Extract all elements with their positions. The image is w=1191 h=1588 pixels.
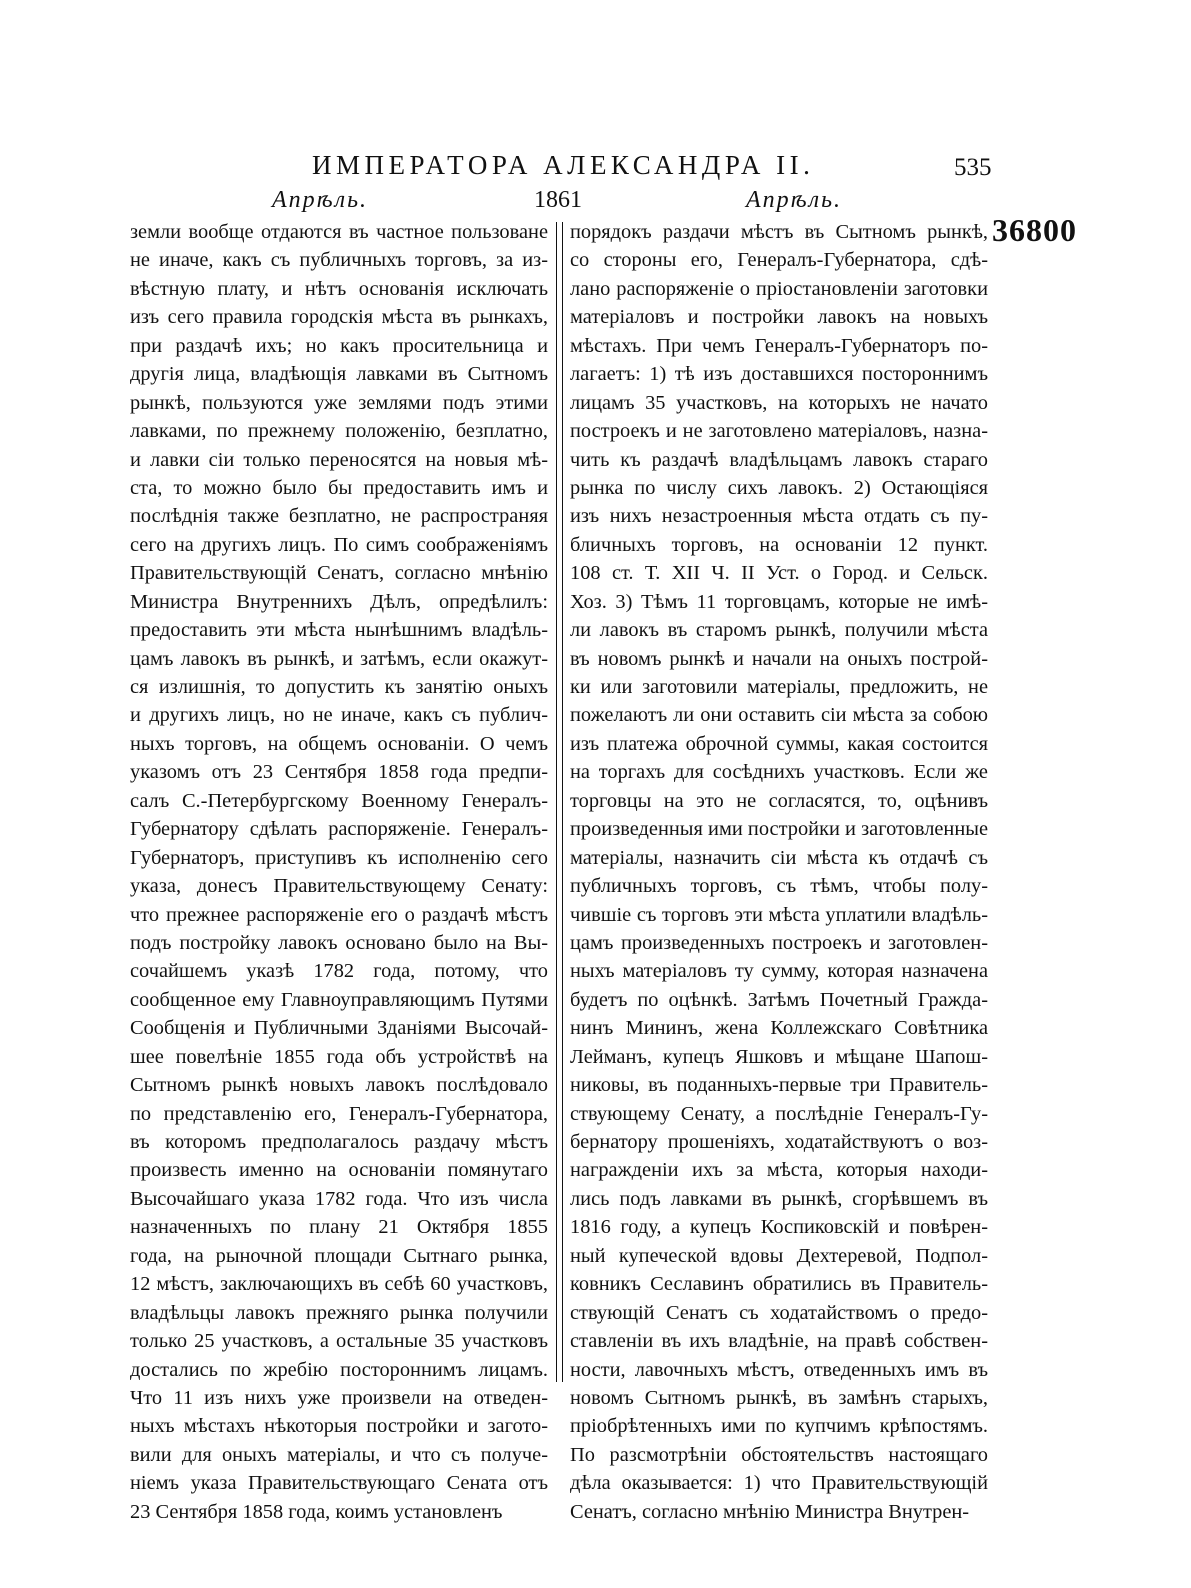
text-line: лагаетъ: 1) тѣ изъ доставшихся постороннимъ <box>570 363 988 386</box>
text-line: построекъ и не заготовлено матеріаловъ, назна- <box>570 420 988 443</box>
text-line: нинъ Мининъ, жена Коллежскаго Совѣтника <box>570 1017 988 1040</box>
text-line: ста, то можно было бы предоставить имъ и <box>130 476 548 499</box>
text-line: сего на другихъ лицъ. По симъ соображеніямъ <box>130 533 548 556</box>
text-line: на торгахъ для сосѣднихъ участковъ. Если же <box>570 761 988 784</box>
text-line: и другихъ лицъ, но не иначе, какъ съ публич- <box>130 704 548 727</box>
text-line: и лавки сіи только переносятся на новыя мѣ- <box>130 448 548 471</box>
text-line: произвесть именно на основаніи помянутаго <box>130 1159 548 1182</box>
text-line: новомъ Сытномъ рынкѣ, въ замѣнъ старыхъ, <box>570 1386 988 1409</box>
text-line: Хоз. 3) Тѣмъ 11 торговцамъ, которые не имѣ- <box>570 590 988 613</box>
text-line: ствующему Сенату, а послѣдніе Генералъ-Гу- <box>570 1102 988 1125</box>
text-line: только 25 участковъ, а остальные 35 участковъ <box>130 1330 548 1353</box>
text-line: ствующій Сенатъ съ ходатайствомъ о предо- <box>570 1301 988 1324</box>
column-divider <box>556 222 563 1382</box>
text-line: въ новомъ рынкѣ и начали на оныхъ построй- <box>570 647 988 670</box>
text-line: что прежнее распоряженіе его о раздачѣ мѣстъ <box>130 903 548 926</box>
text-line: указомъ отъ 23 Сентября 1858 года предпи- <box>130 761 548 784</box>
text-line: при раздачѣ ихъ; но какъ просительница и <box>130 334 548 357</box>
text-line: цамъ лавокъ въ рынкѣ, и затѣмъ, если окажут- <box>130 647 548 670</box>
document-number: 36800 <box>992 212 1077 248</box>
text-line: рынка по числу сихъ лавокъ. 2) Остающіяся <box>570 476 988 499</box>
text-line: ся излишнія, то допустить къ занятію оныхъ <box>130 676 548 698</box>
month-left: Апрѣль. <box>272 187 369 213</box>
text-line: ніемъ указа Правительствующаго Сената отъ <box>130 1472 548 1495</box>
text-line: пожелаютъ ли они оставить сіи мѣста за собою <box>570 704 988 727</box>
text-line: года, на рыночной площади Сытнаго рынка, <box>130 1244 548 1267</box>
text-line: шее повелѣніе 1855 года объ устройствѣ на <box>130 1045 548 1068</box>
left-column <box>130 218 548 1526</box>
text-line: матеріаловъ и постройки лавокъ на новыхъ <box>570 306 988 329</box>
text-line: 12 мѣстъ, заключающихъ въ себѣ 60 участковъ, <box>130 1273 548 1296</box>
text-line: Что 11 изъ нихъ уже произвели на отведен- <box>130 1386 548 1409</box>
month-right: Апрѣль. <box>746 187 843 213</box>
text-line: послѣднія также безплатно, не распространяя <box>130 505 548 528</box>
text-line: Губернаторъ, приступивъ къ исполненію сего <box>130 846 548 869</box>
text-line: порядокъ раздачи мѣстъ въ Сытномъ рынкѣ, <box>570 221 988 243</box>
text-line: ныхъ мѣстахъ нѣкоторыя постройки и загото- <box>130 1415 548 1438</box>
text-line: ный купеческой вдовы Дехтеревой, Подпол- <box>570 1244 988 1267</box>
running-title: ИМПЕРАТОРА АЛЕКСАНДРА II. <box>312 150 815 180</box>
text-line: ныхъ матеріаловъ ту сумму, которая назначена <box>570 960 988 983</box>
text-line: лись подъ лавками въ рынкѣ, сгорѣвшемъ въ <box>570 1187 988 1210</box>
text-line: достались по жребію постороннимъ лицамъ. <box>130 1358 548 1381</box>
text-line: никовы, въ поданныхъ-первые три Правитель- <box>570 1074 988 1097</box>
text-line: Губернатору сдѣлать распоряженіе. Генералъ- <box>130 818 548 841</box>
text-line: 1816 году, а купецъ Коспиковскій и повѣрен- <box>570 1216 988 1239</box>
right-column <box>570 218 988 1526</box>
text-line: ки или заготовили матеріалы, предложить, не <box>570 676 988 698</box>
text-line: ности, лавочныхъ мѣстъ, отведенныхъ имъ въ <box>570 1358 988 1381</box>
page-number: 535 <box>954 154 992 181</box>
text-line: ныхъ торговъ, на общемъ основаніи. О чемъ <box>130 732 548 755</box>
text-line: со стороны его, Генералъ-Губернатора, сдѣ- <box>570 249 988 272</box>
text-line: вѣстную плату, и нѣтъ основанія исключать <box>130 277 548 300</box>
text-line: лано распоряженіе о пріостановленіи заготовки <box>570 277 988 300</box>
text-line: ставленіи въ ихъ владѣніе, на правѣ собствен- <box>570 1330 988 1353</box>
text-line: Лейманъ, купецъ Яшковъ и мѣщане Шапош- <box>570 1045 988 1068</box>
text-line: награжденіи ихъ за мѣста, которыя находи- <box>570 1159 988 1182</box>
text-line: лавками, по прежнему положенію, безплатно, <box>130 420 548 443</box>
text-line: ли лавокъ въ старомъ рынкѣ, получили мѣста <box>570 619 988 642</box>
text-line: цамъ произведенныхъ построекъ и заготовлен- <box>570 931 988 954</box>
text-line: изъ нихъ незастроенныя мѣста отдать съ пу- <box>570 505 988 528</box>
text-line: владѣльцы лавокъ прежняго рынка получили <box>130 1301 548 1324</box>
text-line: салъ С.-Петербургскому Военному Генералъ- <box>130 789 548 812</box>
text-line: пріобрѣтенныхъ ими по купчимъ крѣпостямъ. <box>570 1415 988 1438</box>
text-line: ковникъ Сеславинъ обратились въ Правитель- <box>570 1273 988 1296</box>
text-line: не иначе, какъ съ публичныхъ торговъ, за из- <box>130 249 548 272</box>
text-line: торговцы на это не согласятся, то, оцѣнивъ <box>570 789 988 812</box>
text-line: дѣла оказывается: 1) что Правительствующій <box>570 1472 988 1495</box>
text-line: матеріалы, назначить сіи мѣста къ отдачѣ съ <box>570 846 988 869</box>
text-line: вили для оныхъ матеріалы, и что съ получе- <box>130 1443 548 1466</box>
text-line: указа, донесъ Правительствующему Сенату: <box>130 875 548 898</box>
text-line: 108 ст. Т. XII Ч. II Уст. о Город. и Сельск. <box>570 562 988 585</box>
text-line: изъ платежа оброчной суммы, какая состоится <box>570 732 988 755</box>
text-line: рынкѣ, пользуются уже землями подъ этими <box>130 391 548 414</box>
text-line: публичныхъ торговъ, съ тѣмъ, чтобы полу- <box>570 875 988 898</box>
text-line: назначенныхъ по плану 21 Октября 1855 <box>130 1216 548 1239</box>
text-line: изъ сего правила городскія мѣста въ рынкахъ, <box>130 306 548 329</box>
text-line: земли вообще отдаются въ частное пользоване <box>130 221 548 243</box>
text-line: Сенатъ, согласно мнѣнію Министра Внутрен- <box>570 1500 970 1523</box>
text-line: лицамъ 35 участковъ, на которыхъ не начато <box>570 391 988 414</box>
text-line: подъ постройку лавокъ основано было на Вы- <box>130 931 548 954</box>
text-line: 23 Сентября 1858 года, коимъ установленъ <box>130 1500 503 1523</box>
text-line: чившіе съ торговъ эти мѣста уплатили владѣль- <box>570 903 988 926</box>
text-line: мѣстахъ. При чемъ Генералъ-Губернаторъ по- <box>570 334 988 357</box>
text-line: чить къ раздачѣ владѣльцамъ лавокъ стараго <box>570 448 988 471</box>
text-line: Сытномъ рынкѣ новыхъ лавокъ послѣдовало <box>130 1074 548 1097</box>
text-line: Правительствующій Сенатъ, согласно мнѣнію <box>130 562 548 585</box>
text-line: Министра Внутреннихъ Дѣлъ, опредѣлилъ: <box>130 590 548 613</box>
text-line: предоставить эти мѣста нынѣшнимъ владѣль- <box>130 619 548 642</box>
year: 1861 <box>534 187 582 213</box>
text-line: другія лица, владѣющія лавками въ Сытномъ <box>130 363 548 386</box>
text-line: Высочайшаго указа 1782 года. Что изъ числа <box>130 1187 548 1210</box>
text-line: сочайшемъ указѣ 1782 года, потому, что <box>130 960 548 983</box>
text-line: Сообщенія и Публичными Зданіями Высочай- <box>130 1017 548 1040</box>
text-line: бернатору прошеніяхъ, ходатайствуютъ о воз- <box>570 1131 988 1153</box>
text-line: бличныхъ торговъ, на основаніи 12 пункт. <box>570 533 988 556</box>
text-line: въ которомъ предполагалось раздачу мѣстъ <box>130 1131 548 1153</box>
text-line: будетъ по оцѣнкѣ. Затѣмъ Почетный Гражда- <box>570 988 988 1011</box>
text-line: произведенныя ими постройки и заготовленные <box>570 818 988 841</box>
text-line: сообщенное ему Главноуправляющимъ Путями <box>130 988 548 1011</box>
text-line: По разсмотрѣніи обстоятельствъ настоящаго <box>570 1443 988 1466</box>
text-line: по представленію его, Генералъ-Губернатора, <box>130 1102 548 1125</box>
